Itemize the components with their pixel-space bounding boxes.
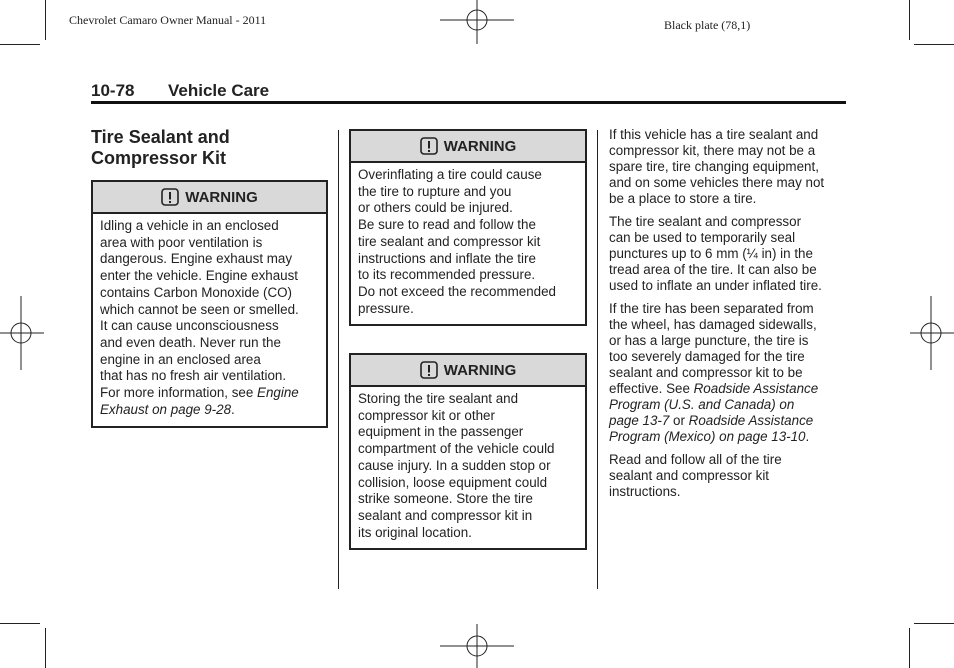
warning-line: Storing the tire sealant and	[358, 391, 519, 406]
warning-line: Idling a vehicle in an enclosed	[100, 218, 279, 233]
crop-mark	[914, 44, 954, 45]
warning-line: contains Carbon Monoxide (CO)	[100, 284, 293, 300]
text-line: The tire sealant and compressor	[609, 214, 802, 229]
warning-icon	[420, 137, 438, 155]
page-number: 10-78	[91, 81, 135, 100]
text-line: sealant and compressor kit	[609, 468, 770, 483]
warning-label: WARNING	[443, 361, 517, 379]
text-line: be a place to store a tire.	[609, 191, 757, 206]
paragraph	[609, 214, 849, 294]
warning-line: compressor kit or other	[358, 407, 495, 423]
warning-label: WARNING	[443, 137, 517, 155]
text-fragment: .	[805, 429, 810, 444]
text-line: sealant and compressor kit to be	[609, 365, 803, 380]
ref-suffix: .	[231, 401, 235, 417]
warning-icon	[420, 361, 438, 379]
column-divider	[597, 130, 598, 589]
text-line: the wheel, has damaged sidewalls,	[609, 317, 817, 332]
warning-line: Be sure to read and follow the	[358, 217, 536, 233]
warning-line: compartment of the vehicle could	[358, 441, 555, 457]
warning-line: instructions and inflate the tire	[358, 250, 536, 266]
paragraph	[609, 301, 849, 445]
ref-prefix: For more information, see	[100, 385, 258, 401]
roadside-us-link[interactable]: Roadside Assistance	[693, 381, 819, 396]
warning-line: engine in an enclosed area	[100, 351, 261, 367]
crop-mark	[0, 623, 40, 624]
text-line: too severely damaged for the tire	[609, 349, 805, 364]
plate-label: Black plate (78,1)	[664, 18, 751, 32]
text-line: spare tire, tire changing equipment,	[609, 159, 819, 174]
warning-body	[93, 214, 326, 422]
text-line: tread area of the tire. It can also be	[609, 262, 817, 277]
text-fragment: effective. See	[609, 381, 694, 396]
warning-box-storage	[349, 353, 587, 550]
roadside-us-link-cont[interactable]: Program (U.S. and Canada) on	[609, 397, 795, 412]
body-text-column	[609, 127, 849, 507]
text-line: If the tire has been separated from	[609, 301, 814, 316]
crop-mark	[0, 44, 40, 45]
header-rule	[91, 101, 846, 104]
warning-header	[351, 131, 585, 163]
warning-line: sealant and compressor kit in	[358, 507, 533, 523]
text-line: Read and follow all of the tire	[609, 452, 782, 467]
crop-mark	[909, 628, 910, 668]
warning-line: which cannot be seen or smelled.	[100, 301, 299, 317]
engine-exhaust-link-cont[interactable]: Exhaust on page 9-28	[100, 401, 232, 417]
warning-line: and even death. Never run the	[100, 334, 281, 350]
roadside-mexico-link-cont[interactable]: Program (Mexico) on page 13-10	[609, 429, 806, 444]
registration-mark-icon	[910, 296, 954, 370]
crop-mark	[45, 0, 46, 40]
text-line: used to inflate an under inflated tire.	[609, 278, 822, 293]
warning-line: enter the vehicle. Engine exhaust	[100, 268, 299, 284]
warning-line: collision, loose equipment could	[358, 474, 548, 490]
paragraph	[609, 452, 849, 500]
roadside-mexico-link[interactable]: Roadside Assistance	[688, 413, 814, 428]
warning-line: or others could be injured.	[358, 200, 513, 216]
warning-body	[351, 387, 585, 545]
warning-line: to its recommended pressure.	[358, 267, 536, 283]
column-divider	[338, 130, 339, 589]
crop-mark	[45, 628, 46, 668]
warning-header	[351, 355, 585, 387]
registration-mark-icon	[0, 296, 44, 370]
warning-line: Overinflating a tire could cause	[358, 167, 542, 182]
text-line: or has a large puncture, the tire is	[609, 333, 809, 348]
crop-mark	[914, 623, 954, 624]
text-fragment: or	[669, 413, 689, 428]
roadside-us-link-page[interactable]: page 13-7	[609, 413, 670, 428]
warning-line: It can cause unconsciousness	[100, 318, 279, 334]
warning-line: tire sealant and compressor kit	[358, 233, 541, 249]
text-line: compressor kit, there may not be a	[609, 143, 816, 158]
text-line: punctures up to 6 mm (¼ in) in the	[609, 246, 813, 261]
paragraph	[609, 127, 849, 207]
text-line: instructions.	[609, 484, 681, 499]
text-line: and on some vehicles there may not	[609, 175, 825, 190]
warning-line: that has no fresh air ventilation.	[100, 368, 287, 384]
warning-line	[100, 385, 320, 402]
warning-box-exhaust	[91, 180, 328, 428]
text-line: can be used to temporarily seal	[609, 230, 796, 245]
warning-line: Do not exceed the recommended	[358, 283, 557, 299]
warning-line	[100, 402, 320, 419]
page-heading: Tire Sealant and Compressor Kit	[91, 127, 230, 168]
warning-line: cause injury. In a sudden stop or	[358, 457, 551, 473]
warning-line: pressure.	[358, 300, 414, 316]
warning-line: strike someone. Store the tire	[358, 491, 533, 507]
crop-mark	[909, 0, 910, 40]
registration-mark-icon	[440, 0, 514, 44]
warning-body	[351, 163, 585, 321]
warning-line: area with poor ventilation is	[100, 234, 263, 250]
warning-icon	[161, 188, 179, 206]
warning-line: the tire to rupture and you	[358, 183, 512, 199]
warning-header	[93, 182, 326, 214]
section-title: Vehicle Care	[168, 81, 270, 100]
warning-line: dangerous. Engine exhaust may	[100, 251, 293, 267]
text-line: If this vehicle has a tire sealant and	[609, 127, 819, 142]
warning-label: WARNING	[185, 188, 258, 206]
engine-exhaust-link[interactable]: Engine	[257, 385, 299, 401]
registration-mark-icon	[440, 624, 514, 668]
manual-title: Chevrolet Camaro Owner Manual - 2011	[69, 13, 267, 27]
warning-line: equipment in the passenger	[358, 424, 524, 440]
warning-box-overinflation	[349, 129, 587, 326]
warning-line: its original location.	[358, 524, 472, 540]
